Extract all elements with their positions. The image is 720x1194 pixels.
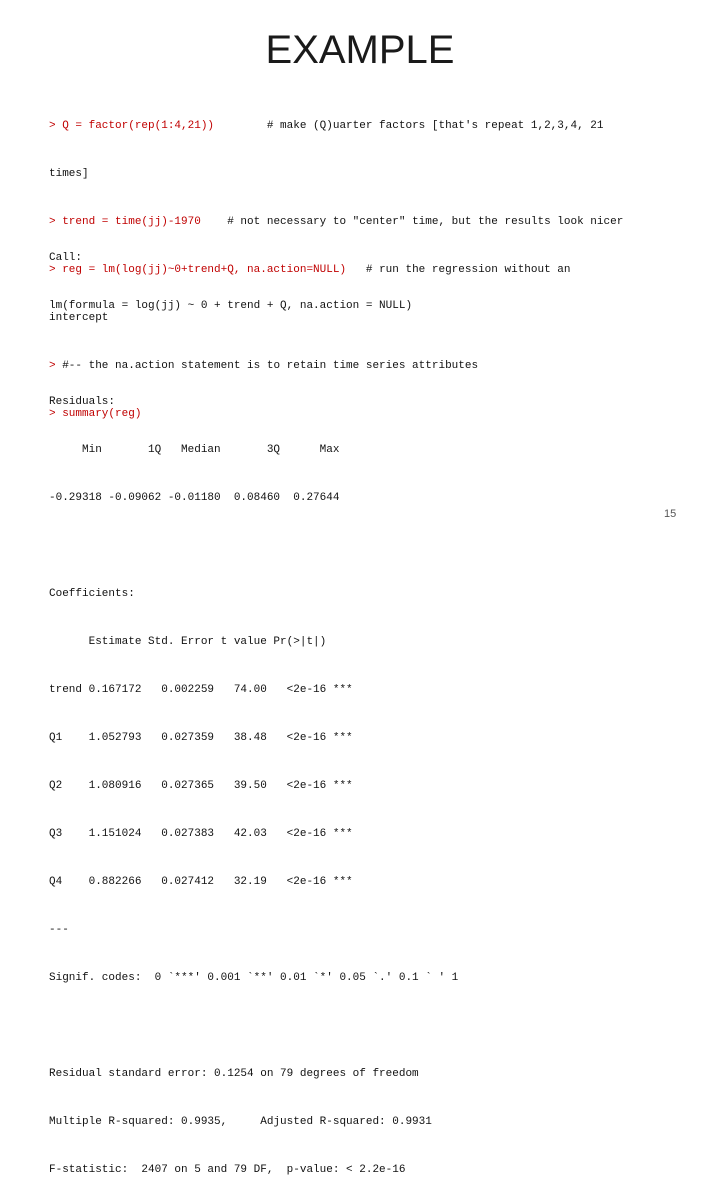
blank-line xyxy=(49,346,458,362)
code-text: > summary(reg) xyxy=(49,408,142,420)
code-comment: # make (Q)uarter factors [that's repeat 1,2,3,4, 21 xyxy=(214,120,604,132)
coef-row: trend 0.167172 0.002259 74.00 <2e-16 *** xyxy=(49,684,353,696)
call-formula: lm(formula = log(jj) ~ 0 + trend + Q, na.action = NULL) xyxy=(49,300,413,312)
r-squared: Multiple R-squared: 0.9935, Adjusted R-squared: 0.9931 xyxy=(49,1116,432,1128)
signif-codes: Signif. codes: 0 `***' 0.001 `**' 0.01 `*' 0.05 `.' 0.1 ` ' 1 xyxy=(49,972,459,984)
coef-row: Q4 0.882266 0.027412 32.19 <2e-16 *** xyxy=(49,876,353,888)
residuals-labels: Min 1Q Median 3Q Max xyxy=(49,444,340,456)
coef-header: Coefficients: xyxy=(49,588,135,600)
code-line-2 xyxy=(49,166,623,182)
separator: --- xyxy=(49,924,69,936)
code-text: > xyxy=(49,360,63,372)
f-statistic: F-statistic: 2407 on 5 and 79 DF, p-value: < 2.2e-16 xyxy=(49,1164,406,1176)
coef-row: Q1 1.052793 0.027359 38.48 <2e-16 *** xyxy=(49,732,353,744)
residuals-values: -0.29318 -0.09062 -0.01180 0.08460 0.27644 xyxy=(49,492,340,504)
coef-row: Q2 1.080916 0.027365 39.50 <2e-16 *** xyxy=(49,780,353,792)
coef-columns: Estimate Std. Error t value Pr(>|t|) xyxy=(49,636,327,648)
code-comment: # not necessary to "center" time, but the results look nicer xyxy=(200,216,624,228)
code-text: > Q = factor(rep(1:4,21)) xyxy=(49,120,215,132)
code-text: > reg = lm(log(jj)~0+trend+Q, na.action=NULL) xyxy=(49,264,347,276)
blank-line xyxy=(49,1018,458,1034)
residual-se: Residual standard error: 0.1254 on 79 degrees of freedom xyxy=(49,1068,419,1080)
call-header: Call: xyxy=(49,252,83,264)
coef-row: Q3 1.151024 0.027383 42.03 <2e-16 *** xyxy=(49,828,353,840)
slide-title: EXAMPLE xyxy=(265,28,455,72)
page-number: 15 xyxy=(664,508,677,520)
code-comment: # run the regression without an xyxy=(346,264,571,276)
code-text: > trend = time(jj)-1970 xyxy=(49,216,201,228)
residuals-header: Residuals: xyxy=(49,396,116,408)
code-line-1 xyxy=(49,118,623,134)
blank-line xyxy=(49,538,458,554)
code-comment: #-- the na.action statement is to retain time series attributes xyxy=(62,360,479,372)
regression-output xyxy=(49,218,458,1194)
code-text: intercept xyxy=(49,312,109,324)
code-text: times] xyxy=(49,168,89,180)
